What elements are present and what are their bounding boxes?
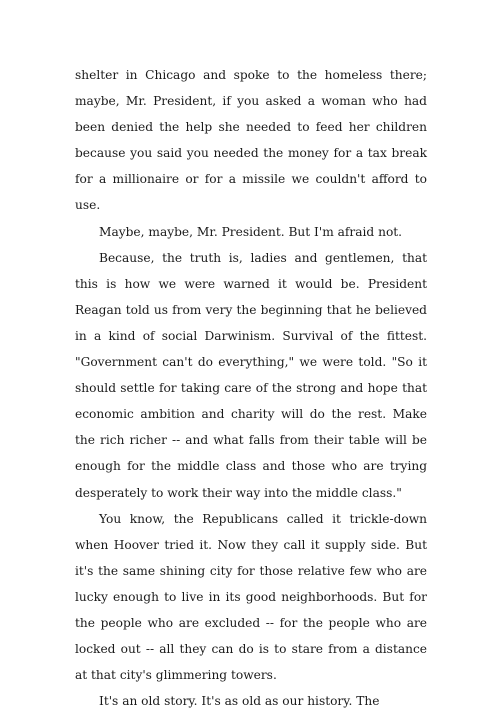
- paragraph-5: It's an old story. It's as old as our history. The: [99, 694, 380, 709]
- document-page: [75, 62, 427, 714]
- paragraph-3: Because, the truth is, ladies and gentlemen, that this is how we were warned it would be. President Reagan told us from very the beginning that he believed in a kind of social Darwinism. Survival of the fittest. "Government can't do everything," we were told. "So it should settle for taking care of the strong and hope that economic ambition and charity will do the rest. Make the rich richer -- and what falls from their table will be enough for the middle class and those who are trying desperately to work their way into the middle class.": [75, 250, 427, 500]
- paragraph-1: shelter in Chicago and spoke to the homeless there; maybe, Mr. President, if you asked a woman who had been denied the help she needed to feed her children because you said you needed the money for a tax break for a millionaire or for a missile we couldn't afford to use.: [75, 68, 427, 213]
- paragraph-2: Maybe, maybe, Mr. President. But I'm afraid not.: [99, 224, 403, 239]
- paragraph-4: You know, the Republicans called it trickle-down when Hoover tried it. Now they call it supply side. But it's the same shining city for those relative few who are lucky enough to live in its good neighborhoods. But for the people who are excluded -- for the people who are locked out -- all they can do is to stare from a distance at that city's glimmering towers.: [75, 511, 427, 683]
